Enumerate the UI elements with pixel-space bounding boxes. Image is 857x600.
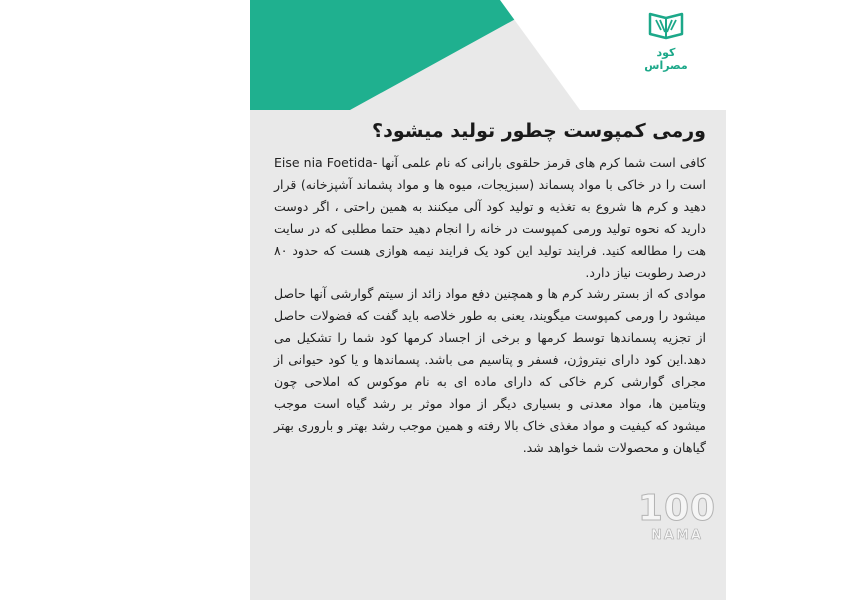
book-icon <box>646 10 686 40</box>
paragraph-1: کافی است شما کرم های قرمز حلقوی بارانی که نام علمی آنها -Eise nia Foetida است را در خاکی با مواد پسماند (سبزیجات، میوه ها و مواد پشماند آشپزخانه) قرار دهید و کرم ها شروع به تغذیه و تولید کود آلی میکنند به همین راحتی ، اگر دوست دارید که نحوه تولید ورمی کمپوست در خانه را انجام دهید حتما مطلبی که در سایت هت را مطالعه کنید. فرایند تولید این کود یک فرایند نیمه هوازی هست که حدود ۸۰ درصد رطوبت نیاز دارد. <box>274 155 706 280</box>
watermark-label: NAMA <box>651 528 703 543</box>
site-watermark <box>632 490 722 543</box>
brand-name: کود مصراس <box>644 46 688 72</box>
brand-logo[interactable] <box>636 10 696 72</box>
paragraph-2: موادی که از بستر رشد کرم ها و همچنین دفع مواد زائد از سیتم گوارشی آنها حاصل میشود را ورمی کمپوست میگویند، یعنی به طور خلاصه باید گفت که فضولات حاصل از تجزیه پسماندها توسط کرمها و برخی از اجساد کرمها کود شما را تشکیل می دهد.این کود دارای نیتروژن، فسفر و پتاسیم می باشد. پسماندها و یا کود حیوانی از مجرای گوارشی کرم خاکی که دارای ماده ای به نام موکوس که املاحی چون ویتامین ها، مواد معدنی و بسیاری دیگر از مواد موثر بر رشد گیاه است موجب میشود که کیفیت و مواد مغذی خاک بالا رفته و همین موجب رشد بهتر و باروری بهتر گیاهان و محصولات شما خواهد شد. <box>274 286 706 455</box>
watermark-number: 100 <box>637 488 717 529</box>
article-body <box>274 152 706 459</box>
article-title: ورمی کمپوست چطور تولید میشود؟ <box>372 120 706 142</box>
article-card <box>250 0 726 600</box>
